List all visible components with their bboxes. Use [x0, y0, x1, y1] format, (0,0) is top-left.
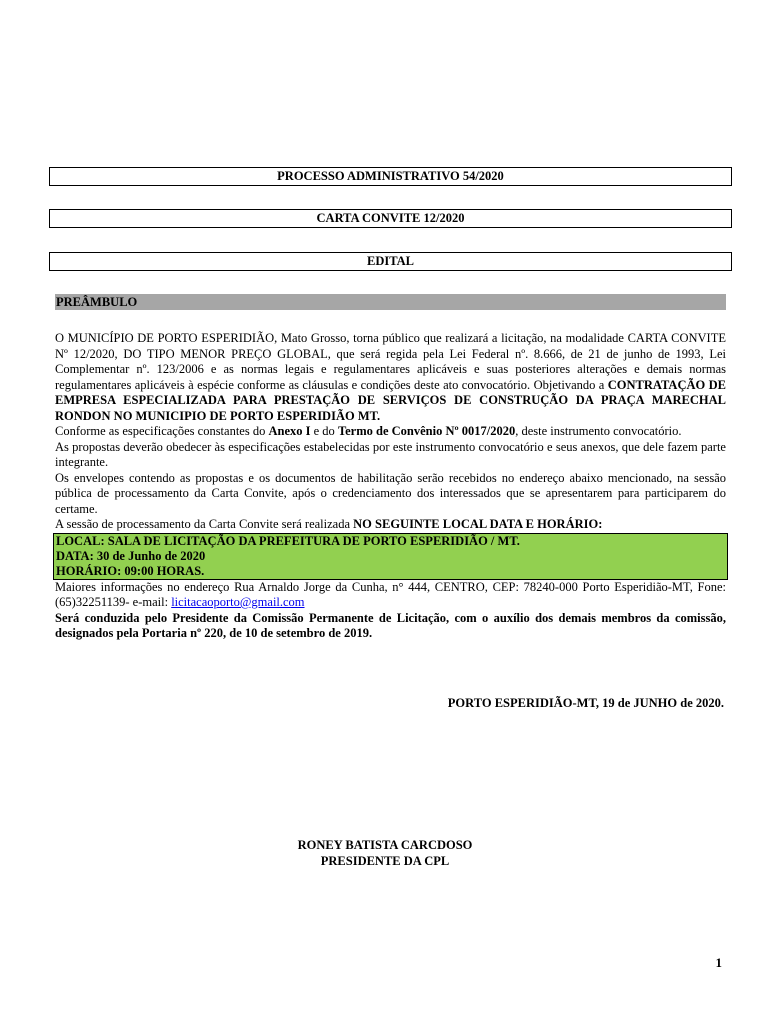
paragraph-6-text: Maiores informações no endereço Rua Arnaldo Jorge da Cunha, n° 444, CENTRO, CEP: 78240-000 Porto Esperidião-MT, Fone: (65)32251139- e-mail:: [55, 579, 726, 609]
paragraph-6: [55, 580, 726, 611]
paragraph-7: Será conduzida pelo Presidente da Comissão Permanente de Licitação, com o auxílio dos demais membros da comissão, designados pela Portaria nº 220, de 10 de setembro de 2019.: [55, 610, 726, 640]
anexo-reference: Anexo I: [268, 424, 311, 438]
session-local: LOCAL: SALA DE LICITAÇÃO DA PREFEITURA DE PORTO ESPERIDIÃO / MT.: [56, 533, 520, 548]
page-number: 1: [715, 955, 722, 970]
date-line: PORTO ESPERIDIÃO-MT, 19 de JUNHO de 2020.: [447, 696, 724, 710]
paragraph-1: [55, 331, 726, 424]
preambulo-heading: [55, 294, 726, 310]
termo-reference: Termo de Convênio Nº 0017/2020: [337, 424, 516, 438]
edital-title-box: [49, 252, 732, 271]
session-time: HORÁRIO: 09:00 HORAS.: [56, 563, 205, 578]
edital-title: EDITAL: [366, 254, 414, 268]
paragraph-4: Os envelopes contendo as propostas e os documentos de habilitação serão recebidos no endereço abaixo mencionado, na sessão pública de processamento da Carta Convite, após o credenciamento dos interessados que se apresentarem para participarem do certame.: [55, 470, 726, 516]
paragraph-1-text: O MUNICÍPIO DE PORTO ESPERIDIÃO, Mato Grosso, torna público que realizará a licitação, na modalidade CARTA CONVITE Nº 12/2020, DO TIPO MENOR PREÇO GLOBAL, que será regida pela Lei Federal nº. 8.666, de 21 de junho de 1993, Lei Complementar nº. 123/2006 e as normas legais e regulamentares aplicáveis e suas posteriores alterações e demais normas regulamentares aplicáveis à espécie conforme as cláusulas e condições deste ato convocatório. Objetivando a: [55, 331, 726, 392]
carta-title-box: [49, 209, 732, 228]
signature-block: [0, 837, 770, 869]
paragraph-5-text: A sessão de processamento da Carta Convite será realizada: [55, 517, 354, 531]
paragraph-2-text-b: e do: [310, 424, 338, 438]
processo-title: PROCESSO ADMINISTRATIVO 54/2020: [277, 169, 504, 183]
paragraph-1-object: CONTRATAÇÃO DE EMPRESA ESPECIALIZADA PARA PRESTAÇÃO DE SERVIÇOS DE CONSTRUÇÃO DA PRAÇA MARECHAL RONDON NO MUNICIPIO DE PORTO ESPERIDIÃO MT.: [55, 377, 726, 423]
session-date: DATA: 30 de Junho de 2020: [56, 548, 206, 563]
paragraph-5-bold: NO SEGUINTE LOCAL DATA E HORÁRIO:: [353, 517, 603, 531]
email-link[interactable]: licitacaoporto@gmail.com: [171, 595, 305, 609]
processo-title-box: [49, 167, 732, 186]
paragraph-5: [55, 517, 726, 533]
body-text: [55, 331, 726, 642]
preambulo-label: PREÂMBULO: [56, 295, 138, 309]
session-info-highlight: [53, 533, 728, 580]
paragraph-2-text-a: Conforme as especificações constantes do: [55, 424, 269, 438]
paragraph-2: [55, 424, 726, 440]
carta-title: CARTA CONVITE 12/2020: [316, 211, 465, 225]
paragraph-2-text-c: , deste instrumento convocatório.: [515, 424, 682, 438]
signature-name: RONEY BATISTA CARCDOSO: [297, 838, 473, 852]
signature-role: PRESIDENTE DA CPL: [320, 854, 450, 868]
paragraph-3: As propostas deverão obedecer às especificações estabelecidas por este instrumento convocatório e seus anexos, que dele fazem parte integrante.: [55, 439, 726, 469]
